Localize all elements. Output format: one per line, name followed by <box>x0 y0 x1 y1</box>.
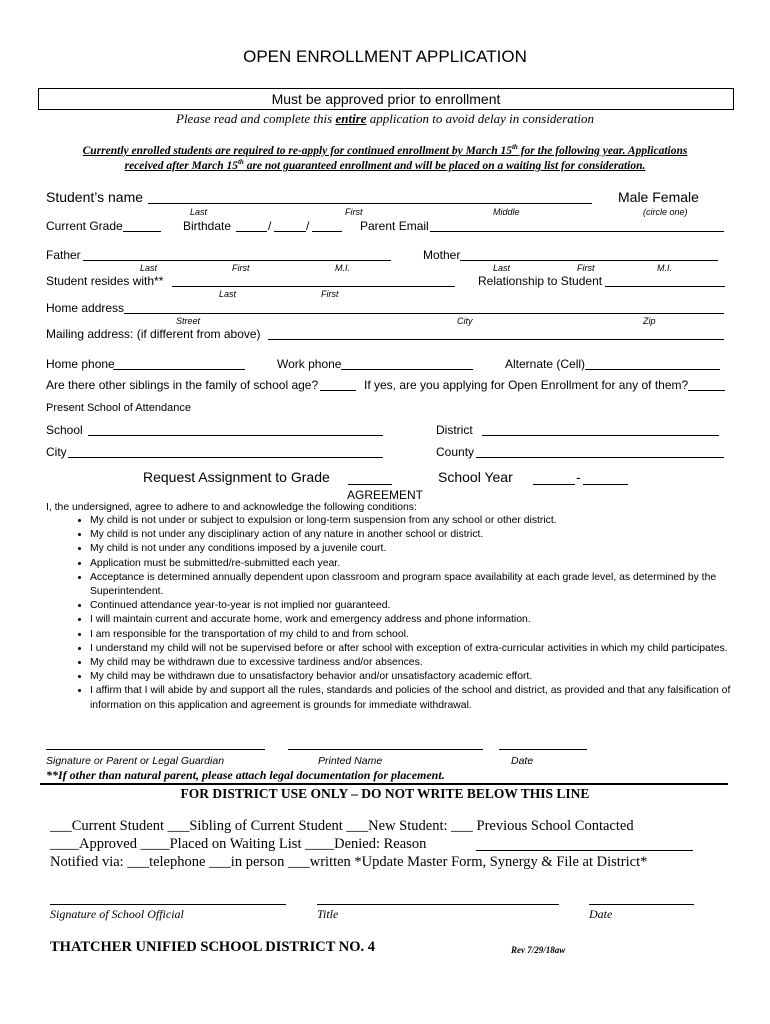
county-label: County <box>436 445 475 459</box>
printed-name-field[interactable] <box>288 749 483 750</box>
request-grade-field[interactable] <box>348 484 392 485</box>
official-date-label: Date <box>589 907 613 921</box>
siblings-oe-field[interactable] <box>688 390 725 391</box>
mother-label: Mother <box>423 248 461 262</box>
gender-label[interactable]: Male Female <box>618 189 699 205</box>
guardian-signature-field[interactable] <box>46 749 265 750</box>
condition-item: • My child is not under any conditions imposed by a juvenile court. <box>90 542 755 556</box>
birthdate-day-field[interactable] <box>274 231 306 232</box>
notice-line-1 <box>0 143 770 157</box>
notice-line2-b: are not guaranteed enrollment and will be placed on a waiting list for consideration. <box>243 159 646 172</box>
condition-item: • My child may be withdrawn due to unsatisfactory behavior and/or unsatisfactory academic effort. <box>90 670 755 684</box>
work-phone-label: Work phone <box>277 357 342 371</box>
resides-label: Student resides with** <box>46 274 164 288</box>
grade-field[interactable] <box>123 231 161 232</box>
sub-first: First <box>345 207 363 217</box>
mother-sub-last: Last <box>493 263 511 273</box>
signature-date-field[interactable] <box>499 749 587 750</box>
district-label: District <box>436 423 473 437</box>
official-date-field[interactable] <box>589 904 694 905</box>
school-field[interactable] <box>88 435 383 436</box>
instructions-pre: Please read and complete this <box>176 111 336 126</box>
school-year-end-field[interactable] <box>583 484 628 485</box>
district-decision-row[interactable]: ____Approved ____Placed on Waiting List ____Denied: Reason <box>50 836 427 852</box>
instructions <box>0 111 770 127</box>
resides-field[interactable] <box>172 286 455 287</box>
alt-phone-label: Alternate (Cell) <box>505 357 586 371</box>
student-name-label: Student’s name <box>46 189 144 205</box>
official-title-label: Title <box>317 907 339 921</box>
instructions-post: application to avoid delay in consideration <box>366 111 594 126</box>
address-sub-city: City <box>457 316 473 326</box>
notice-line1-b: for the following year. Applications <box>517 144 688 157</box>
mailing-field[interactable] <box>268 339 724 340</box>
school-year-label: School Year <box>438 469 513 485</box>
home-address-label: Home address <box>46 301 125 315</box>
student-name-field[interactable] <box>148 203 592 204</box>
relationship-label: Relationship to Student <box>478 274 603 288</box>
notice-line2-a: received after March 15 <box>124 159 238 172</box>
district-status-row[interactable]: ___Current Student ___Sibling of Current Student ___New Student: ___ Previous School Contacted <box>50 818 634 834</box>
address-sub-zip: Zip <box>643 316 656 326</box>
sub-circle: (circle one) <box>643 207 688 217</box>
printed-name-label: Printed Name <box>318 755 383 767</box>
father-sub-mi: M.I. <box>335 263 350 273</box>
condition-item: • Acceptance is determined annually dependent upon classroom and program space availability at each grade level, as determined by the Superintendent. <box>90 571 755 599</box>
city-field[interactable] <box>68 457 383 458</box>
birthdate-label: Birthdate <box>183 219 232 233</box>
city-label: City <box>46 445 67 459</box>
school-year-sep: - <box>576 469 581 485</box>
relationship-field[interactable] <box>605 286 725 287</box>
home-address-field[interactable] <box>124 313 724 314</box>
condition-item: • I am responsible for the transportation of my child to and from school. <box>90 628 755 642</box>
siblings-answer-field[interactable] <box>320 390 356 391</box>
sub-middle: Middle <box>493 207 520 217</box>
resides-sub-first: First <box>321 289 339 299</box>
district-use-heading: FOR DISTRICT USE ONLY – DO NOT WRITE BELOW THIS LINE <box>180 786 590 801</box>
present-school-heading: Present School of Attendance <box>46 402 191 414</box>
agreement-heading: AGREEMENT <box>346 488 423 502</box>
alt-phone-field[interactable] <box>585 369 720 370</box>
official-signature-label: Signature of School Official <box>50 907 184 921</box>
work-phone-field[interactable] <box>341 369 473 370</box>
grade-label: Current Grade <box>46 219 123 233</box>
resides-sub-last: Last <box>219 289 237 299</box>
father-sub-last: Last <box>140 263 158 273</box>
condition-item: • I affirm that I will abide by and support all the rules, standards and policies of the school and district, as provided and that any falsification of information on this application and agreement is grounds for immediate withdrawal. <box>90 684 755 712</box>
notice-line2-sup: th <box>237 158 244 166</box>
home-phone-label: Home phone <box>46 357 115 371</box>
birthdate-sep-2: / <box>306 219 310 233</box>
instructions-emph: entire <box>335 111 367 126</box>
siblings-question: Are there other siblings in the family of school age? <box>46 378 319 392</box>
father-sub-first: First <box>232 263 250 273</box>
mother-field[interactable] <box>460 260 718 261</box>
district-field[interactable] <box>482 435 719 436</box>
conditions-list <box>60 514 755 713</box>
mother-sub-first: First <box>577 263 595 273</box>
legal-footnote: **If other than natural parent, please attach legal documentation for placement. <box>46 768 445 782</box>
parent-email-label: Parent Email <box>360 219 429 233</box>
condition-item: • My child is not under or subject to expulsion or long-term suspension from any school or other district. <box>90 514 755 528</box>
school-label: School <box>46 423 83 437</box>
sub-last: Last <box>190 207 208 217</box>
birthdate-year-field[interactable] <box>312 231 342 232</box>
agreement-intro: I, the undersigned, agree to adhere to and acknowledge the following conditions: <box>46 502 417 513</box>
approval-text: Must be approved prior to enrollment <box>271 91 501 107</box>
notice-line1-sup: th <box>511 143 518 151</box>
school-year-start-field[interactable] <box>533 484 575 485</box>
parent-email-field[interactable] <box>430 231 724 232</box>
siblings-oe-question: If yes, are you applying for Open Enrollment for any of them? <box>364 378 689 392</box>
approval-box <box>38 88 734 110</box>
condition-item: • My child is not under any disciplinary action of any nature in another school or district. <box>90 528 755 542</box>
page-title: OPEN ENROLLMENT APPLICATION <box>243 47 527 66</box>
denied-reason-field[interactable] <box>476 850 693 851</box>
revision-label: Rev 7/29/18aw <box>511 945 566 955</box>
district-divider <box>40 783 728 785</box>
county-field[interactable] <box>476 457 724 458</box>
birthdate-sep-1: / <box>268 219 272 233</box>
guardian-signature-label: Signature or Parent or Legal Guardian <box>46 755 225 767</box>
birthdate-month-field[interactable] <box>236 231 267 232</box>
condition-item: • I understand my child will not be supervised before or after school with exception of extra-curricular activities in which my child participates. <box>90 642 755 656</box>
home-phone-field[interactable] <box>113 369 245 370</box>
notice-line1-a: Currently enrolled students are required to re-apply for continued enrollment by March 15 <box>82 144 512 157</box>
address-sub-street: Street <box>176 316 201 326</box>
condition-item: • My child may be withdrawn due to excessive tardiness and/or absences. <box>90 656 755 670</box>
request-grade-label: Request Assignment to Grade <box>143 469 330 485</box>
district-name: THATCHER UNIFIED SCHOOL DISTRICT NO. 4 <box>50 939 375 955</box>
mailing-label: Mailing address: (if different from above) <box>46 327 261 341</box>
official-signature-field[interactable] <box>50 904 286 905</box>
notified-via-row[interactable]: Notified via: ___telephone ___in person ___written *Update Master Form, Synergy & File at District* <box>50 854 648 870</box>
official-title-field[interactable] <box>317 904 559 905</box>
father-label: Father <box>46 248 81 262</box>
condition-item: • I will maintain current and accurate home, work and emergency address and phone information. <box>90 613 755 627</box>
signature-date-label: Date <box>511 755 534 767</box>
father-field[interactable] <box>83 260 391 261</box>
notice-line-2 <box>0 158 770 172</box>
mother-sub-mi: M.I. <box>657 263 672 273</box>
condition-item: • Application must be submitted/re-submitted each year. <box>90 557 755 571</box>
condition-item: • Continued attendance year-to-year is not implied nor guaranteed. <box>90 599 755 613</box>
